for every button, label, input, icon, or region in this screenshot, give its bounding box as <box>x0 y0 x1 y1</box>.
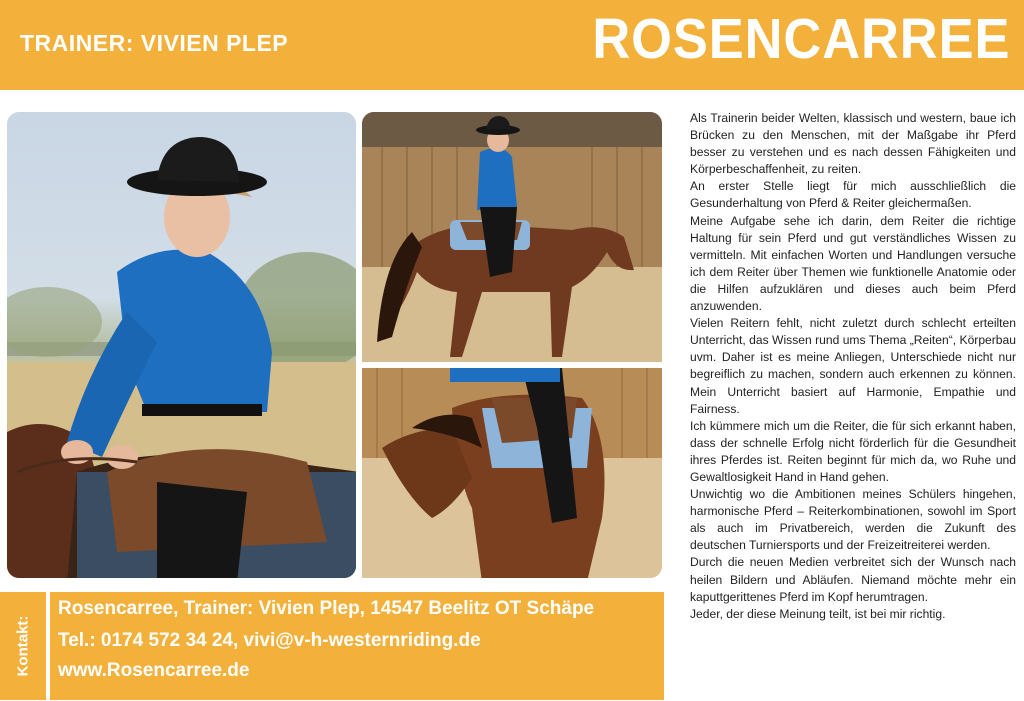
photo-rider-portrait <box>5 110 358 580</box>
paragraph: Jeder, der diese Meinung teilt, ist bei mir richtig. <box>690 606 946 621</box>
paragraph: Als Trainerin beider Welten, klassisch und western, baue ich Brücken zu den Menschen, mit der Maßgabe ihr Pferd besser zu verstehen und es nach dessen Fähigkeiten und Körperbeschaffenheit, zu reiten. <box>690 111 1016 177</box>
paragraph: Ich kümmere mich um die Reiter, die für sich erkannt haben, dass der schnelle Erfolg nicht förderlich für die Gesundheit ihres Pferdes ist. Reiten beginnt für mich da, wo Ruhe und Gewaltlosigkeit Hand in Hand gehen. <box>690 418 1016 484</box>
photo-horse-front <box>360 366 664 580</box>
body-text-column <box>690 110 1016 623</box>
rider-portrait-illustration <box>7 112 358 580</box>
paragraph: Vielen Reitern fehlt, nicht zuletzt durch schlecht erteilten Unterricht, das Wissen rund ums Thema „Reiten“, Körperbau uvm. Daher ist es meine Anliegen, Unterschiede nicht nur begreiflich zu machen, sondern auch erkennen zu können. Mein Unterricht basiert auf Harmonie, Empathie und Fairness. <box>690 316 1016 416</box>
photo-arena-ride <box>360 110 664 364</box>
contact-phone-email[interactable]: Tel.: 0174 572 34 24, vivi@v-h-westernriding.de <box>58 630 481 651</box>
paragraph: Durch die neuen Medien verbreitet sich der Wunsch nach heilen Bildern und Abläufen. Niemand möchte mehr ein kaputtgerittenes Pferd im Kopf herumtragen. <box>690 555 1016 604</box>
trainer-heading: TRAINER: VIVIEN PLEP <box>20 30 289 56</box>
paragraph: Unwichtig wo die Ambitionen meines Schülers hingehen, harmonische Pferd – Reiterkombinationen, sowohl im Sport als auch im Privatbereich, werden die Zukunft des deutschen Turniersports und der Freizeitreiterei werden. <box>690 487 1016 553</box>
header-bar <box>0 0 1024 90</box>
paragraph: Meine Aufgabe sehe ich darin, dem Reiter die richtige Haltung für sein Pferd und gut verständliches Wissen zu vermitteln. Mit einfachen Worten und Handlungen versuche ich dem Reiter über Themen wie funktionelle Anatomie oder die Hilfen aufzuklären und dieses auch beim Pferd anzuwenden. <box>690 213 1016 314</box>
contact-address: Rosencarree, Trainer: Vivien Plep, 14547 Beelitz OT Schäpe <box>58 598 595 619</box>
arena-ride-illustration <box>362 112 664 364</box>
contact-website-link[interactable]: www.Rosencarree.de <box>58 660 250 681</box>
paragraph: An erster Stelle liegt für mich ausschließlich die Gesunderhaltung von Pferd & Reiter gleichermaßen. <box>690 179 1016 211</box>
contact-label: Kontakt: <box>14 615 32 677</box>
brand-title: ROSENCARREE <box>591 7 1010 71</box>
horse-front-illustration <box>362 368 664 580</box>
